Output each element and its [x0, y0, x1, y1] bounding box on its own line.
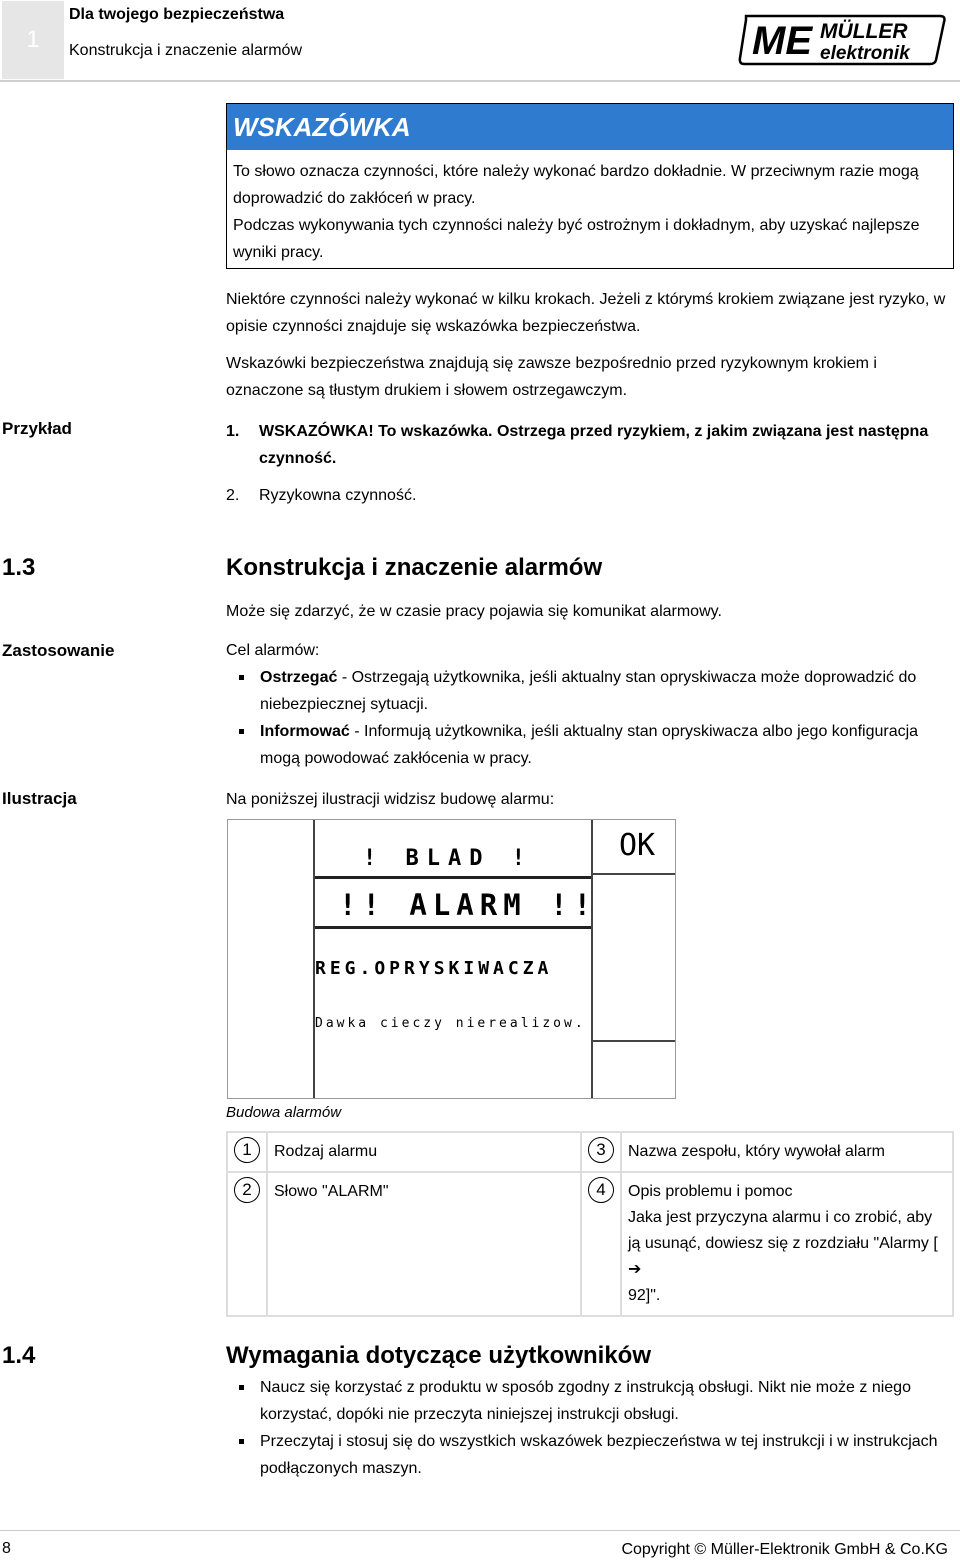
footer-divider: [0, 1530, 960, 1531]
alarm-screen-illustration: [227, 819, 676, 1099]
legend-number: 3: [588, 1137, 614, 1163]
section-heading-1-3: Konstrukcja i znaczenie alarmów: [226, 554, 603, 581]
intro-paragraph-1: Niektóre czynności należy wykonać w kilku krokach. Jeżeli z którymś krokiem związane jest ryzyko, w opisie czynności znajduje się wskazówka bezpieczeństwa.: [226, 291, 946, 335]
logo-text-top: MÜLLER: [820, 20, 908, 43]
legend-number: 2: [234, 1177, 260, 1203]
alarm-word-text: !! ALARM !!: [339, 888, 598, 922]
purpose-list: [226, 664, 948, 772]
example-steps: [226, 418, 948, 509]
section-1-3-lead: Może się zdarzyć, że w czasie pracy pojawia się komunikat alarmowy.: [226, 603, 722, 620]
purpose-item-inform: Informować - Informują użytkownika, jeśli aktualny stan opryskiwacza albo jego konfiguracja mogą powodować zakłócenia w pracy.: [226, 718, 948, 772]
section-number-1-3: 1.3: [2, 554, 36, 581]
section-number-1-4: 1.4: [2, 1342, 36, 1369]
step-text: Ryzykowna czynność.: [259, 487, 417, 504]
example-step-1: [226, 418, 948, 472]
alarm-description-text: Dawka cieczy nierealizow.: [315, 1016, 586, 1031]
legend-number: 4: [588, 1177, 614, 1203]
ok-button[interactable]: OK: [593, 820, 675, 875]
table-row: [227, 1132, 953, 1172]
legend-text-multiline: Opis problemu i pomoc Jaka jest przyczyna alarmu i co zrobić, aby ją usunąć, dowiesz się z rozdziału "Alarmy [➔ 92]".: [621, 1172, 953, 1316]
note-line-1: To słowo oznacza czynności, które należy wykonać bardzo dokładnie. W przeciwnym razie mogą doprowadzić do zakłóceń w pracy.: [233, 163, 919, 207]
legend-text: Słowo "ALARM": [267, 1172, 581, 1316]
chapter-number: 1: [26, 26, 40, 53]
example-step-2: [226, 482, 948, 509]
step-number: 2.: [226, 487, 240, 504]
header-divider: [0, 80, 960, 82]
legend-number: 1: [234, 1137, 260, 1163]
alarm-screen-divider: [315, 876, 591, 879]
user-requirements: [226, 1374, 950, 1482]
purpose-item-warn: Ostrzegać - Ostrzegają użytkownika, jeśli aktualny stan opryskiwacza może doprowadzić do niebezpiecznej sytuacji.: [226, 664, 948, 718]
alarm-screen-display: [313, 820, 598, 1098]
requirements-list: [226, 1374, 950, 1482]
alarm-type-text: ! BLAD !: [363, 846, 533, 871]
purpose-label: Cel alarmów:: [226, 642, 320, 659]
mueller-elektronik-logo: [738, 10, 948, 68]
illustration-intro: Na poniższej ilustracji widzisz budowę alarmu:: [226, 791, 555, 808]
chapter-title: Dla twojego bezpieczeństwa: [69, 6, 285, 23]
step-number: 1.: [226, 423, 240, 440]
logo-text-bottom: elektronik: [820, 43, 910, 64]
side-label-illustration: Ilustracja: [2, 789, 77, 808]
alarm-screen-divider: [593, 1040, 675, 1042]
note-title: WSKAZÓWKA: [227, 104, 953, 150]
alarm-screen-divider: [315, 926, 591, 929]
note-box: [226, 103, 954, 269]
intro-paragraph-2: Wskazówki bezpieczeństwa znajdują się zawsze bezpośrednio przed ryzykownym krokiem i oznaczone są tłustym drukiem i słowem ostrzegawczym.: [226, 355, 877, 399]
section-heading-1-4: Wymagania dotyczące użytkowników: [226, 1342, 652, 1369]
note-line-2: Podczas wykonywania tych czynności należy być ostrożnym i dokładnym, aby uzyskać najlepsze wyniki pracy.: [233, 217, 920, 261]
list-item: Przeczytaj i stosuj się do wszystkich wskazówek bezpieczeństwa w tej instrukcji i w instrukcjach podłączonych maszyn.: [226, 1428, 950, 1482]
legend-table: [226, 1131, 954, 1317]
copyright: Copyright © Müller-Elektronik GmbH & Co.KG: [621, 1541, 948, 1558]
alarm-purpose: [226, 637, 948, 772]
chapter-number-box: [2, 1, 64, 79]
section-title: Konstrukcja i znaczenie alarmów: [69, 42, 302, 59]
side-label-usage: Zastosowanie: [2, 641, 115, 660]
illustration-caption: Budowa alarmów: [226, 1104, 342, 1121]
table-row: [227, 1172, 953, 1316]
legend-text: Rodzaj alarmu: [267, 1132, 581, 1172]
step-text: WSKAZÓWKA! To wskazówka. Ostrzega przed ryzykiem, z jakim związana jest następna czynność.: [259, 423, 929, 467]
logo-monogram: ME: [752, 19, 812, 63]
note-text: [233, 158, 945, 266]
alarm-component-text: REG.OPRYSKIWACZA: [315, 958, 553, 979]
cross-reference-arrow-icon[interactable]: ➔: [628, 1261, 642, 1278]
side-label-example: Przykład: [2, 419, 72, 438]
legend-text: Nazwa zespołu, który wywołał alarm: [621, 1132, 953, 1172]
page-number: 8: [2, 1540, 11, 1557]
list-item: Naucz się korzystać z produktu w sposób zgodny z instrukcją obsługi. Nikt nie może z niego korzystać, dopóki nie przeczyta niniejszej instrukcji obsługi.: [226, 1374, 950, 1428]
